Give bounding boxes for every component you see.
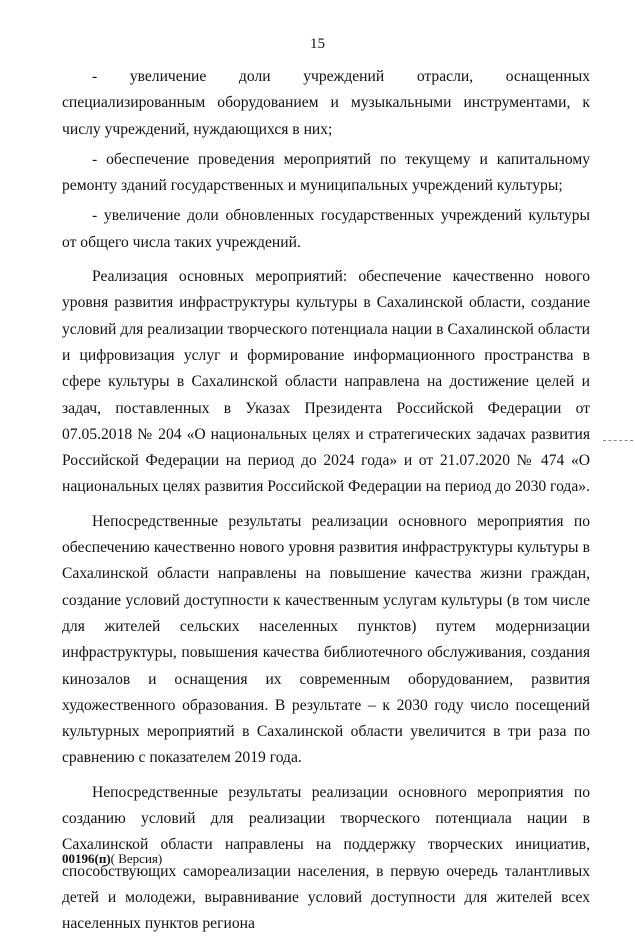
bullet-paragraph-1: - увеличение доли учреждений отрасли, оснащенных специализированным оборудованием и музыкальными инструментами, к числу учреждений, нуждающихся в них; bbox=[62, 68, 590, 138]
margin-dash-mark bbox=[603, 440, 633, 441]
document-body bbox=[62, 64, 590, 938]
paragraph-creative-potential-results: Непосредственные результаты реализации основного мероприятия по созданию условий для реализации творческого потенциала нации в Сахалинской области направлены на поддержку творческих инициатив, способствующих самореализации населения, в первую очередь талантливых детей и молодежи, выравнивание условий доступности для жителей всех населенных пунктов региона bbox=[62, 783, 590, 933]
document-footer bbox=[62, 851, 162, 867]
paragraph-infrastructure-results: Непосредственные результаты реализации основного мероприятия по обеспечению качественно нового уровня развития инфраструктуры культуры в Сахалинской области направлены на повышение качества жизни граждан, создание условий доступности к качественным услугам культуры (в том числе для жителей сельских населенных пунктов) путем модернизации инфраструктуры, повышения качества библиотечного обслуживания, создания кинозалов и оснащения их современным оборудованием, развития художественного образования. В результате – к 2030 году число посещений культурных мероприятий в Сахалинской области увеличится в три раза по сравнению с показателем 2019 года. bbox=[62, 512, 590, 767]
paragraph-implementation: Реализация основных мероприятий: обеспечение качественно нового уровня развития инфраструктуры культуры в Сахалинской области, создание условий для реализации творческого потенциала нации в Сахалинской области и цифровизация услуг и формирование информационного пространства в сфере культуры в Сахалинской области направлена на достижение целей и задач, поставленных в Указах Президента Российской Федерации от 07.05.2018 № 204 «О национальных целях и стратегических задачах развития Российской Федерации на период до 2024 года» и от 21.07.2020 № 474 «О национальных целях развития Российской Федерации на период до 2030 года». bbox=[62, 268, 590, 496]
bullet-paragraph-2: - обеспечение проведения мероприятий по текущему и капитальному ремонту зданий государственных и муниципальных учреждений культуры; bbox=[62, 150, 590, 195]
document-code: 00196(п) bbox=[62, 851, 111, 866]
bullet-paragraph-3: - увеличение доли обновленных государственных учреждений культуры от общего числа таких учреждений. bbox=[62, 207, 590, 251]
document-version: ( Версия) bbox=[110, 851, 163, 866]
page-number: 15 bbox=[310, 36, 325, 52]
